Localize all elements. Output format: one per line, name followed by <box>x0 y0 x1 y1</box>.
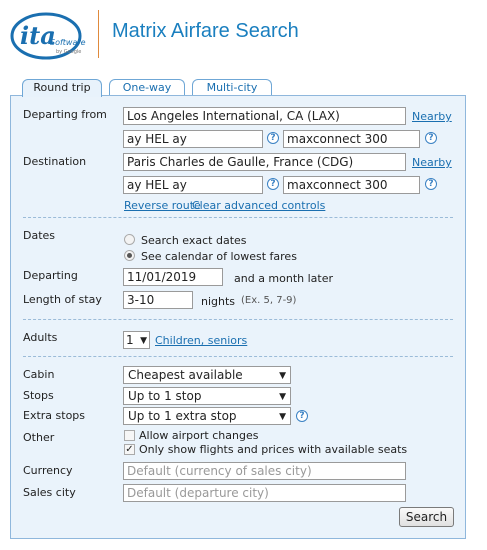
departing-from-label: Departing from <box>23 108 107 121</box>
sales-city-label: Sales city <box>23 486 76 499</box>
destination-routing-help-icon[interactable]: ? <box>267 178 279 190</box>
extra-stops-label: Extra stops <box>23 409 86 422</box>
allow-airport-changes-checkbox[interactable] <box>124 430 135 441</box>
departing-nearby-link[interactable]: Nearby <box>412 110 452 123</box>
departing-date-label: Departing <box>23 269 78 282</box>
length-of-stay-label: Length of stay <box>23 293 102 306</box>
adults-select[interactable] <box>123 331 150 349</box>
adults-select-value: 1 <box>126 333 134 347</box>
tab-multi-city[interactable]: Multi-city <box>192 79 272 96</box>
chevron-down-icon: ▼ <box>279 371 286 381</box>
departing-date-input[interactable]: 11/01/2019 <box>123 268 223 286</box>
allow-airport-changes-label: Allow airport changes <box>139 429 259 442</box>
length-of-stay-input[interactable]: 3-10 <box>123 291 193 309</box>
extra-stops-select-value: Up to 1 extra stop <box>128 409 237 423</box>
logo-divider <box>98 10 99 58</box>
chevron-down-icon: ▼ <box>279 392 286 402</box>
stops-select-value: Up to 1 stop <box>128 389 202 403</box>
destination-extension-help-icon[interactable]: ? <box>425 178 437 190</box>
section-divider <box>23 356 453 357</box>
dates-label: Dates <box>23 229 56 242</box>
clear-advanced-controls-link[interactable]: Clear advanced controls <box>192 199 326 212</box>
tab-one-way[interactable]: One-way <box>109 79 185 96</box>
ita-software-logo <box>8 8 88 64</box>
sales-city-input[interactable]: Default (departure city) <box>123 484 406 502</box>
destination-nearby-link[interactable]: Nearby <box>412 156 452 169</box>
cabin-select-value: Cheapest available <box>128 368 243 382</box>
children-seniors-link[interactable]: Children, seniors <box>155 334 248 347</box>
reverse-route-link[interactable]: Reverse route <box>124 199 201 212</box>
other-label: Other <box>23 431 55 444</box>
departing-extension-input[interactable]: maxconnect 300 <box>283 130 420 148</box>
search-form-panel <box>10 95 466 539</box>
exact-dates-radio[interactable] <box>124 234 135 245</box>
currency-input[interactable]: Default (currency of sales city) <box>123 462 406 480</box>
nights-label: nights <box>201 295 236 308</box>
stops-select[interactable] <box>123 387 291 405</box>
currency-label: Currency <box>23 464 73 477</box>
exact-dates-label: Search exact dates <box>141 234 247 247</box>
svg-text:ita: ita <box>20 21 56 50</box>
section-divider <box>23 217 453 218</box>
svg-text:Software: Software <box>50 38 86 47</box>
stops-label: Stops <box>23 389 54 402</box>
destination-label: Destination <box>23 155 87 168</box>
stay-hint: (Ex. 5, 7-9) <box>241 295 297 306</box>
svg-text:by Google: by Google <box>56 49 82 55</box>
cabin-select[interactable] <box>123 366 291 384</box>
calendar-lowest-fares-radio[interactable] <box>124 250 135 261</box>
adults-label: Adults <box>23 331 58 344</box>
chevron-down-icon: ▼ <box>140 336 147 346</box>
destination-airport-input[interactable]: Paris Charles de Gaulle, France (CDG) <box>123 153 406 171</box>
header <box>0 0 487 70</box>
section-divider <box>23 319 453 320</box>
calendar-lowest-fares-label: See calendar of lowest fares <box>141 250 297 263</box>
departing-routing-help-icon[interactable]: ? <box>267 132 279 144</box>
destination-extension-input[interactable]: maxconnect 300 <box>283 176 420 194</box>
departing-extension-help-icon[interactable]: ? <box>425 132 437 144</box>
only-available-seats-label: Only show flights and prices with available seats <box>139 443 408 456</box>
destination-routing-input[interactable]: ay HEL ay <box>123 176 263 194</box>
departing-routing-input[interactable]: ay HEL ay <box>123 130 263 148</box>
search-button[interactable]: Search <box>399 507 454 527</box>
app-title: Matrix Airfare Search <box>112 20 299 42</box>
cabin-label: Cabin <box>23 368 55 381</box>
chevron-down-icon: ▼ <box>279 412 286 422</box>
departing-airport-input[interactable]: Los Angeles International, CA (LAX) <box>123 107 406 125</box>
extra-stops-help-icon[interactable]: ? <box>296 410 308 422</box>
departing-date-suffix: and a month later <box>234 272 334 285</box>
only-available-seats-checkbox[interactable]: ✓ <box>125 444 134 455</box>
extra-stops-select[interactable] <box>123 407 291 425</box>
tab-round-trip[interactable]: Round trip <box>22 79 102 97</box>
